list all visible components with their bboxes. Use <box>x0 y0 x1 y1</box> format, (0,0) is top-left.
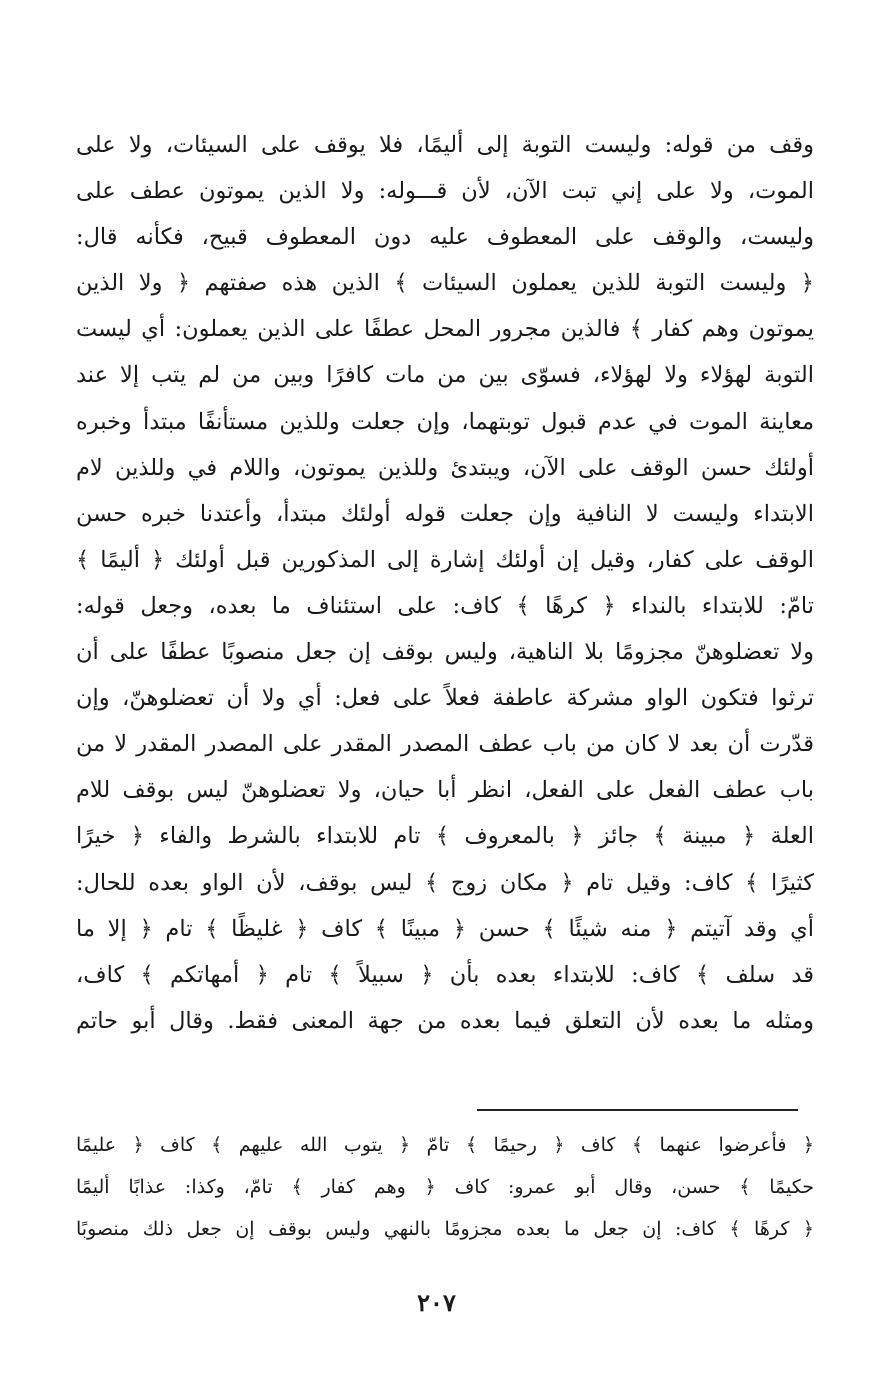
text-line: قدّرت أن بعد لا كان من باب عطف المصدر المقدر على المصدر المقدر لا من <box>76 731 814 758</box>
text-line: قد سلف ﴾ كاف: للابتداء بعده بأن ﴿ سبيلاً ﴾ تام ﴿ أمهاتكم ﴾ كاف، <box>76 961 814 988</box>
text-line: ومثله ما بعده لأن التعلق فيما بعده من جهة المعنى فقط. وقال أبو حاتم <box>76 1007 814 1034</box>
text-line: باب عطف الفعل على الفعل، انظر أبا حيان، ولا تعضلوهنّ ليس بوقف للام <box>76 777 814 804</box>
text-line: أولئك حسن الوقف على الآن، ويبتدئ وللذين يموتون، واللام في وللذين لام <box>76 454 814 481</box>
text-line: الوقف على كفار، وقيل إن أولئك إشارة إلى المذكورين قبل أولئك ﴿ أليمًا ﴾ <box>76 546 814 573</box>
text-line: ترثوا فتكون الواو مشركة عاطفة فعلاً على فعل: أي ولا أن تعضلوهنّ، وإن <box>76 685 814 712</box>
text-line: ﴿ وليست التوبة للذين يعملون السيئات ﴾ الذين هذه صفتهم ﴿ ولا الذين <box>76 270 814 297</box>
text-line: معاينة الموت في عدم قبول توبتهما، وإن جعلت وللذين مستأنفًا مبتدأ وخبره <box>76 408 814 435</box>
text-line: كثيرًا ﴾ كاف: وقيل تام ﴿ مكان زوج ﴾ ليس بوقف، لأن الواو بعده للحال: <box>76 869 814 896</box>
text-line: وليست، والوقف على المعطوف عليه دون المعطوف قبيح، فكأنه قال: <box>76 224 814 251</box>
text-line: ولا تعضلوهنّ مجزومًا بلا الناهية، وليس بوقف إن جعل منصوبًا عطفًا على أن <box>76 639 814 666</box>
text-line: الموت، ولا على إني تبت الآن، لأن قـــوله: ولا الذين يموتون عطف على <box>76 178 814 205</box>
footnote-separator <box>477 1109 798 1111</box>
text-line: يموتون وهم كفار ﴾ فالذين مجرور المحل عطفًا على الذين يعملون: أي ليست <box>76 316 814 343</box>
footnote-line: ﴿ كرهًا ﴾ كاف: إن جعل ما بعده مجزومًا بالنهي وليس بوقف إن جعل ذلك منصوبًا <box>76 1218 814 1240</box>
main-text <box>76 122 814 1044</box>
page-number: ٢٠٧ <box>417 1288 456 1317</box>
text-line: العلة ﴿ مبينة ﴾ جائز ﴿ بالمعروف ﴾ تام للابتداء بالشرط والفاء ﴿ خيرًا <box>76 823 814 850</box>
footnote-line: ﴿ فأعرضوا عنهما ﴾ كاف ﴿ رحيمًا ﴾ تامّ ﴿ يتوب الله عليهم ﴾ كاف ﴿ عليمًا <box>76 1134 814 1156</box>
text-line: التوبة لهؤلاء ولا لهؤلاء، فسوّى بين من مات كافرًا وبين من لم يتب إلا عند <box>76 362 814 389</box>
footnotes <box>76 1124 814 1250</box>
text-line: الابتداء وليست لا النافية وإن جعلت قوله أولئك مبتدأ، وأعتدنا خبره حسن <box>76 500 814 527</box>
text-line: تامّ: للابتداء بالنداء ﴿ كرهًا ﴾ كاف: على استئناف ما بعده، وجعل قوله: <box>76 592 814 619</box>
text-line: وقف من قوله: وليست التوبة إلى أليمًا، فلا يوقف على السيئات، ولا على <box>76 132 814 158</box>
footnote-line: حكيمًا ﴾ حسن، وقال أبو عمرو: كاف ﴿ وهم كفار ﴾ تامّ، وكذا: عذابًا أليمًا <box>76 1176 814 1198</box>
text-line: أي وقد آتيتم ﴿ منه شيئًا ﴾ حسن ﴿ مبينًا ﴾ كاف ﴿ غليظًا ﴾ تام ﴿ إلا ما <box>76 915 814 942</box>
